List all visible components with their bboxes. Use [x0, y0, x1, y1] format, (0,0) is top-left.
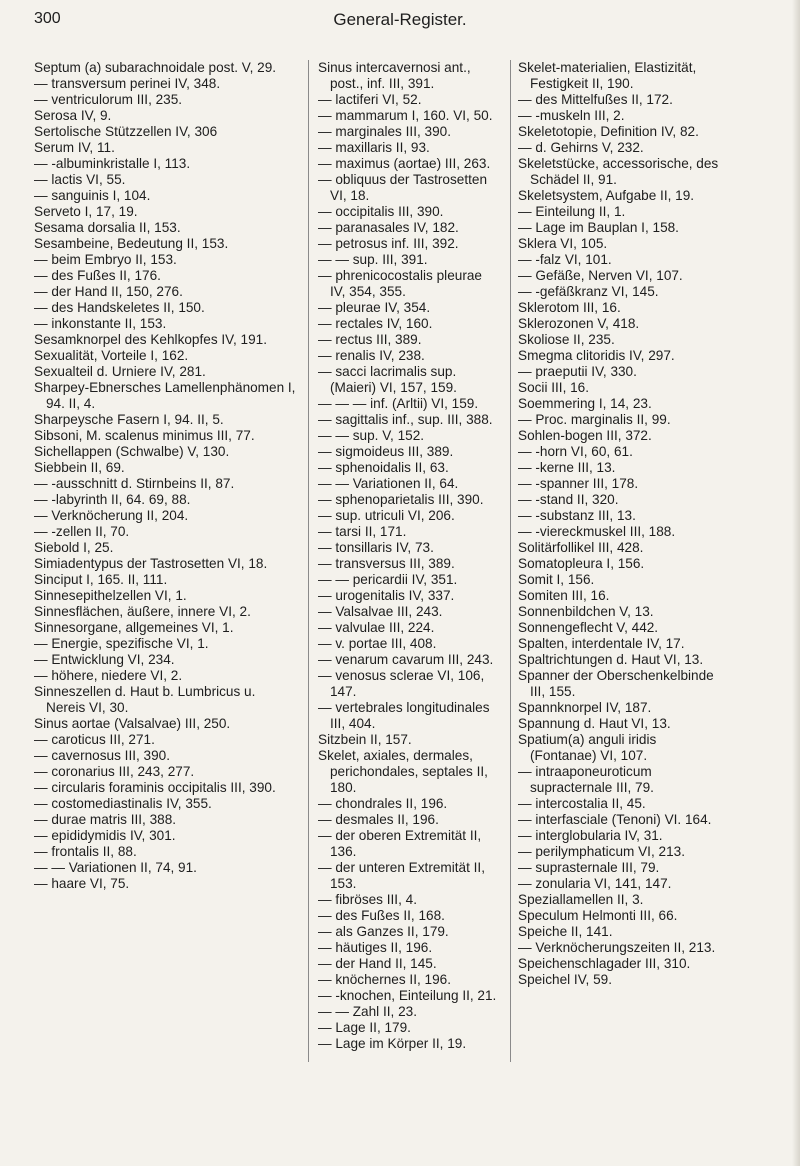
- register-entry: — Proc. marginalis II, 99.: [518, 412, 671, 427]
- register-entry: — intraaponeuroticum supracternale III, 79.: [518, 764, 654, 795]
- register-column-right: [518, 60, 726, 988]
- register-entry: Sinnesepithelzellen VI, 1.: [34, 588, 187, 603]
- register-entry: Sitzbein II, 157.: [318, 732, 412, 747]
- register-entry: — — — inf. (Arltii) VI, 159.: [318, 396, 479, 411]
- register-entry: — ventriculorum III, 235.: [34, 92, 183, 107]
- register-entry: — -kerne III, 13.: [518, 460, 616, 475]
- register-entry: Serveto I, 17, 19.: [34, 204, 138, 219]
- register-entry: — maxillaris II, 93.: [318, 140, 430, 155]
- register-entry: — praeputii IV, 330.: [518, 364, 637, 379]
- register-entry: — marginales III, 390.: [318, 124, 451, 139]
- register-entry: — — Zahl II, 23.: [318, 1004, 417, 1019]
- register-entry: — suprasternale III, 79.: [518, 860, 660, 875]
- register-entry: Speichenschlagader III, 310.: [518, 956, 691, 971]
- register-entry: — durae matris III, 388.: [34, 812, 177, 827]
- register-entry: — — Variationen II, 64.: [318, 476, 459, 491]
- register-entry: Sinus intercavernosi ant., post., inf. III, 391.: [318, 60, 471, 91]
- register-entry: Sesamknorpel des Kehlkopfes IV, 191.: [34, 332, 268, 347]
- register-entry: Speziallamellen II, 3.: [518, 892, 644, 907]
- register-entry: — frontalis II, 88.: [34, 844, 137, 859]
- register-entry: — haare VI, 75.: [34, 876, 130, 891]
- register-entry: Simiadentypus der Tastrosetten VI, 18.: [34, 556, 268, 571]
- register-entry: — Valsalvae III, 243.: [318, 604, 443, 619]
- register-entry: Sesambeine, Bedeutung II, 153.: [34, 236, 229, 251]
- register-entry: — pleurae IV, 354.: [318, 300, 431, 315]
- register-entry: Spanner der Oberschenkelbinde III, 155.: [518, 668, 714, 699]
- register-entry: Siebbein II, 69.: [34, 460, 125, 475]
- register-entry: Speiche II, 141.: [518, 924, 613, 939]
- register-entry: — urogenitalis IV, 337.: [318, 588, 455, 603]
- register-entry: Sexualteil d. Urniere IV, 281.: [34, 364, 206, 379]
- register-entry: — höhere, niedere VI, 2.: [34, 668, 183, 683]
- register-entry: Sharpey-Ebnersches Lamellenphänomen I, 94. II, 4.: [34, 380, 296, 411]
- register-entry: — -gefäßkranz VI, 145.: [518, 284, 659, 299]
- register-entry: — Lage II, 179.: [318, 1020, 411, 1035]
- register-entry: — d. Gehirns V, 232.: [518, 140, 644, 155]
- register-entry: — -horn VI, 60, 61.: [518, 444, 633, 459]
- register-entry: Spannknorpel IV, 187.: [518, 700, 652, 715]
- register-entry: Spatium(a) anguli iridis (Fontanae) VI, 107.: [518, 732, 657, 763]
- register-entry: — rectus III, 389.: [318, 332, 422, 347]
- register-entry: — -zellen II, 70.: [34, 524, 130, 539]
- register-entry: — häutiges II, 196.: [318, 940, 433, 955]
- register-entry: Sinnesflächen, äußere, innere VI, 2.: [34, 604, 251, 619]
- register-entry: — -spanner III, 178.: [518, 476, 639, 491]
- column-divider: [308, 60, 309, 1062]
- register-entry: — sphenoparietalis III, 390.: [318, 492, 484, 507]
- register-entry: — sphenoidalis II, 63.: [318, 460, 449, 475]
- register-entry: — caroticus III, 271.: [34, 732, 155, 747]
- register-column-middle: [318, 60, 498, 1052]
- register-entry: Skeletsystem, Aufgabe II, 19.: [518, 188, 695, 203]
- register-entry: — occipitalis III, 390.: [318, 204, 444, 219]
- register-entry: — sacci lacrimalis sup. (Maieri) VI, 157, 159.: [318, 364, 457, 395]
- register-entry: Solitärfollikel III, 428.: [518, 540, 644, 555]
- register-entry: — -substanz III, 13.: [518, 508, 636, 523]
- register-entry: — -muskeln III, 2.: [518, 108, 625, 123]
- register-entry: — Einteilung II, 1.: [518, 204, 626, 219]
- register-entry: — der unteren Extremität II, 153.: [318, 860, 485, 891]
- register-entry: — des Mittelfußes II, 172.: [518, 92, 673, 107]
- register-entry: Sinneszellen d. Haut b. Lumbricus u. Nereis VI, 30.: [34, 684, 256, 715]
- register-entry: — coronarius III, 243, 277.: [34, 764, 195, 779]
- register-entry: — des Fußes II, 176.: [34, 268, 161, 283]
- register-entry: Sonnenbildchen V, 13.: [518, 604, 654, 619]
- register-entry: Somiten III, 16.: [518, 588, 610, 603]
- register-entry: — interglobularia IV, 31.: [518, 828, 663, 843]
- register-entry: — maximus (aortae) III, 263.: [318, 156, 491, 171]
- register-entry: — tonsillaris IV, 73.: [318, 540, 434, 555]
- register-entry: — valvulae III, 224.: [318, 620, 435, 635]
- register-entry: — fibröses III, 4.: [318, 892, 417, 907]
- register-entry: Spaltrichtungen d. Haut VI, 13.: [518, 652, 704, 667]
- register-entry: Skelet-materialien, Elastizität, Festigkeit II, 190.: [518, 60, 697, 91]
- page-number: 300: [34, 10, 61, 27]
- register-entry: — v. portae III, 408.: [318, 636, 437, 651]
- register-entry: Serosa IV, 9.: [34, 108, 112, 123]
- register-entry: Sinus aortae (Valsalvae) III, 250.: [34, 716, 231, 731]
- register-entry: — der oberen Extremität II, 136.: [318, 828, 482, 859]
- register-entry: — phrenicocostalis pleurae IV, 354, 355.: [318, 268, 482, 299]
- register-entry: Smegma clitoridis IV, 297.: [518, 348, 675, 363]
- register-entry: — — sup. III, 391.: [318, 252, 428, 267]
- register-entry: — chondrales II, 196.: [318, 796, 448, 811]
- register-entry: — Gefäße, Nerven VI, 107.: [518, 268, 683, 283]
- register-entry: Somatopleura I, 156.: [518, 556, 645, 571]
- register-entry: — -ausschnitt d. Stirnbeins II, 87.: [34, 476, 235, 491]
- register-entry: — transversum perinei IV, 348.: [34, 76, 221, 91]
- register-entry: — renalis IV, 238.: [318, 348, 425, 363]
- register-entry: Spannung d. Haut VI, 13.: [518, 716, 671, 731]
- register-entry: Sklerotom III, 16.: [518, 300, 621, 315]
- register-entry: — tarsi II, 171.: [318, 524, 407, 539]
- register-entry: — beim Embryo II, 153.: [34, 252, 177, 267]
- register-entry: Speculum Helmonti III, 66.: [518, 908, 678, 923]
- register-entry: — der Hand II, 145.: [318, 956, 437, 971]
- register-entry: — — sup. V, 152.: [318, 428, 425, 443]
- register-entry: Sibsoni, M. scalenus minimus III, 77.: [34, 428, 255, 443]
- register-entry: — Entwicklung VI, 234.: [34, 652, 175, 667]
- register-entry: — circularis foraminis occipitalis III, 390.: [34, 780, 276, 795]
- register-entry: Spalten, interdentale IV, 17.: [518, 636, 685, 651]
- register-entry: — obliquus der Tastrosetten VI, 18.: [318, 172, 488, 203]
- register-entry: — sanguinis I, 104.: [34, 188, 151, 203]
- register-entry: — Lage im Körper II, 19.: [318, 1036, 467, 1051]
- register-column-left: [34, 60, 296, 892]
- register-entry: — lactis VI, 55.: [34, 172, 126, 187]
- register-entry: Sichellappen (Schwalbe) V, 130.: [34, 444, 230, 459]
- register-entry: — Lage im Bauplan I, 158.: [518, 220, 679, 235]
- register-entry: Speichel IV, 59.: [518, 972, 612, 987]
- register-entry: — intercostalia II, 45.: [518, 796, 646, 811]
- register-entry: Soemmering I, 14, 23.: [518, 396, 652, 411]
- register-entry: — lactiferi VI, 52.: [318, 92, 422, 107]
- register-entry: — Verknöcherungszeiten II, 213.: [518, 940, 716, 955]
- register-entry: — transversus III, 389.: [318, 556, 455, 571]
- register-entry: — paranasales IV, 182.: [318, 220, 459, 235]
- register-entry: — sigmoideus III, 389.: [318, 444, 454, 459]
- register-entry: — — Variationen II, 74, 91.: [34, 860, 197, 875]
- register-entry: — -labyrinth II, 64. 69, 88.: [34, 492, 191, 507]
- register-entry: — interfasciale (Tenoni) VI. 164.: [518, 812, 712, 827]
- register-entry: — sup. utriculi VI, 206.: [318, 508, 455, 523]
- register-entry: Sohlen-bogen III, 372.: [518, 428, 652, 443]
- register-entry: — mammarum I, 160. VI, 50.: [318, 108, 493, 123]
- register-entry: — perilymphaticum VI, 213.: [518, 844, 685, 859]
- register-entry: Skeletstücke, accessorische, des Schädel II, 91.: [518, 156, 719, 187]
- register-entry: — sagittalis inf., sup. III, 388.: [318, 412, 493, 427]
- register-entry: Somit I, 156.: [518, 572, 595, 587]
- register-entry: Septum (a) subarachnoidale post. V, 29.: [34, 60, 277, 75]
- register-entry: — costomediastinalis IV, 355.: [34, 796, 212, 811]
- register-entry: — -viereckmuskel III, 188.: [518, 524, 676, 539]
- register-entry: — vertebrales longitudinales III, 404.: [318, 700, 490, 731]
- register-entry: — Energie, spezifische VI, 1.: [34, 636, 209, 651]
- register-entry: — des Fußes II, 168.: [318, 908, 445, 923]
- register-entry: — cavernosus III, 390.: [34, 748, 171, 763]
- register-entry: Sertolische Stützzellen IV, 306: [34, 124, 218, 139]
- register-entry: — epididymidis IV, 301.: [34, 828, 176, 843]
- register-entry: Siebold I, 25.: [34, 540, 114, 555]
- register-entry: — als Ganzes II, 179.: [318, 924, 449, 939]
- register-entry: Sinciput I, 165. II, 111.: [34, 572, 168, 587]
- register-entry: — zonularia VI, 141, 147.: [518, 876, 672, 891]
- register-entry: — -stand II, 320.: [518, 492, 619, 507]
- register-entry: Skoliose II, 235.: [518, 332, 615, 347]
- register-entry: Serum IV, 11.: [34, 140, 115, 155]
- register-entry: — desmales II, 196.: [318, 812, 439, 827]
- register-entry: Skeletotopie, Definition IV, 82.: [518, 124, 699, 139]
- register-entry: — rectales IV, 160.: [318, 316, 433, 331]
- page-header: [0, 6, 800, 36]
- register-entry: — -knochen, Einteilung II, 21.: [318, 988, 497, 1003]
- page-edge-shadow: [792, 0, 800, 1166]
- column-divider: [510, 60, 511, 1062]
- register-entry: — inkonstante II, 153.: [34, 316, 167, 331]
- register-entry: Sexualität, Vorteile I, 162.: [34, 348, 189, 363]
- register-entry: — venosus sclerae VI, 106, 147.: [318, 668, 485, 699]
- register-entry: — knöchernes II, 196.: [318, 972, 451, 987]
- register-entry: — — pericardii IV, 351.: [318, 572, 458, 587]
- register-entry: — petrosus inf. III, 392.: [318, 236, 459, 251]
- register-entry: — -falz VI, 101.: [518, 252, 612, 267]
- register-entry: Sharpeysche Fasern I, 94. II, 5.: [34, 412, 224, 427]
- register-entry: — der Hand II, 150, 276.: [34, 284, 183, 299]
- register-entry: Sonnengeflecht V, 442.: [518, 620, 659, 635]
- register-entry: Sinnesorgane, allgemeines VI, 1.: [34, 620, 234, 635]
- register-entry: Skelet, axiales, dermales, perichondales, septales II, 180.: [318, 748, 488, 795]
- register-entry: — venarum cavarum III, 243.: [318, 652, 494, 667]
- register-entry: — Verknöcherung II, 204.: [34, 508, 189, 523]
- register-entry: — des Handskeletes II, 150.: [34, 300, 205, 315]
- register-entry: Sesama dorsalia II, 153.: [34, 220, 181, 235]
- page-title: General-Register.: [333, 10, 467, 29]
- register-entry: — -albuminkristalle I, 113.: [34, 156, 191, 171]
- register-entry: Sklerozonen V, 418.: [518, 316, 640, 331]
- register-entry: Sklera VI, 105.: [518, 236, 608, 251]
- register-entry: Socii III, 16.: [518, 380, 590, 395]
